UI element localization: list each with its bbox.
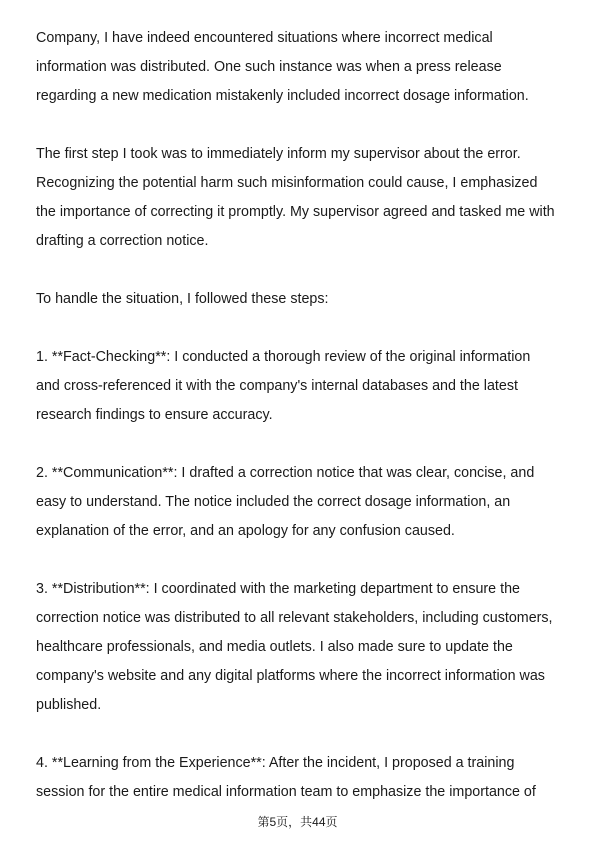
paragraph-first-step	[36, 140, 566, 256]
text-line: session for the entire medical information team to emphasize the importance of	[36, 784, 536, 800]
text-line: the importance of correcting it promptly. My supervisor agreed and tasked me with	[36, 204, 555, 220]
paragraph-intro	[36, 24, 566, 111]
text-line: easy to understand. The notice included the correct dosage information, an	[36, 494, 511, 510]
text-line: 3. **Distribution**: I coordinated with the marketing department to ensure the	[36, 581, 520, 597]
text-line: The first step I took was to immediately inform my supervisor about the error.	[36, 146, 521, 162]
text-line: and cross-referenced it with the company's internal databases and the latest	[36, 378, 518, 394]
list-item-communication	[36, 459, 566, 546]
list-item-fact-checking	[36, 343, 566, 430]
paragraph-steps-intro	[36, 285, 566, 314]
list-item-learning	[36, 749, 566, 807]
text-line: published.	[36, 697, 102, 713]
text-line: information was distributed. One such instance was when a press release	[36, 59, 502, 75]
text-line: research findings to ensure accuracy.	[36, 407, 273, 423]
page-number-footer: 第5页，共44页	[257, 815, 338, 829]
text-line: regarding a new medication mistakenly included incorrect dosage information.	[36, 88, 529, 104]
text-line: healthcare professionals, and media outlets. I also made sure to update the	[36, 639, 513, 655]
text-line: To handle the situation, I followed these steps:	[36, 291, 329, 307]
text-line: correction notice was distributed to all relevant stakeholders, including customers,	[36, 610, 553, 626]
text-line: 2. **Communication**: I drafted a correction notice that was clear, concise, and	[36, 465, 535, 481]
text-line: Recognizing the potential harm such misinformation could cause, I emphasized	[36, 175, 538, 191]
page-body	[36, 24, 566, 836]
text-line: 1. **Fact-Checking**: I conducted a thorough review of the original information	[36, 349, 531, 365]
text-line: company's website and any digital platforms where the incorrect information was	[36, 668, 545, 684]
list-item-distribution	[36, 575, 566, 720]
text-line: Company, I have indeed encountered situations where incorrect medical	[36, 30, 493, 46]
text-line: explanation of the error, and an apology for any confusion caused.	[36, 523, 455, 539]
text-line: 4. **Learning from the Experience**: After the incident, I proposed a training	[36, 755, 515, 771]
text-line: drafting a correction notice.	[36, 233, 209, 249]
